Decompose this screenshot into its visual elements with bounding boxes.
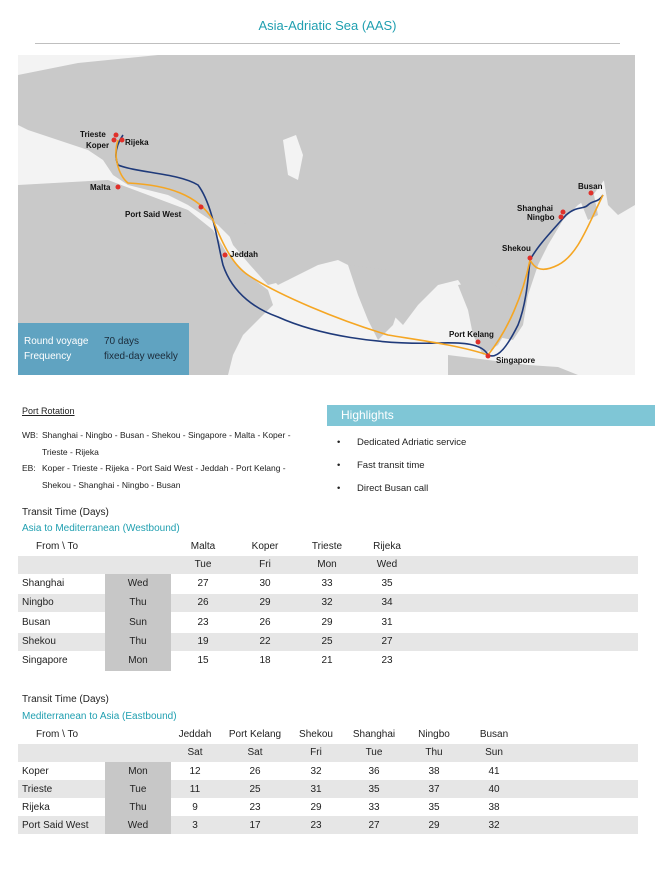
transit-days-cell: 40 [488, 784, 500, 795]
frequency-value: fixed-day weekly [104, 351, 178, 362]
transit-days-cell: 26 [197, 597, 209, 608]
transit-days-cell: 25 [321, 636, 333, 647]
transit-days-cell: 38 [488, 802, 500, 813]
page-title: Asia-Adriatic Sea (AAS) [258, 18, 397, 33]
dest-column-header: Ningbo [418, 729, 450, 740]
transit-days-cell: 27 [381, 636, 393, 647]
transit-days-cell: 41 [488, 766, 500, 777]
round-voyage-label: Round voyage [24, 336, 89, 347]
wb-rotation-text: Shanghai - Ningbo - Busan - Shekou - Singapore - Malta - Koper - [42, 430, 291, 440]
transit-days-cell: 22 [259, 636, 271, 647]
eastbound-corner-header: From \ To [36, 729, 79, 740]
voyage-info-box [18, 323, 189, 375]
dest-column-header: Trieste [311, 541, 343, 552]
eb-rotation-text: Koper - Trieste - Rijeka - Port Said West - Jeddah - Port Kelang - [42, 463, 286, 473]
transit-days-cell: 29 [259, 597, 271, 608]
eb-label: EB: [22, 463, 36, 473]
bullet-icon: • [337, 483, 341, 494]
dest-column-header: Busan [479, 729, 509, 740]
port-marker-shekou [528, 256, 533, 261]
origin-port-name: Ningbo [22, 597, 54, 608]
origin-port-name: Koper [22, 766, 49, 777]
port-label-busan: Busan [578, 182, 603, 191]
dest-arrival-day: Sun [485, 747, 503, 758]
dest-arrival-day: Fri [259, 559, 271, 570]
transit-days-cell: 34 [381, 597, 393, 608]
transit-days-cell: 23 [310, 820, 322, 831]
port-label-port-said-west: Port Said West [125, 210, 182, 219]
transit-days-cell: 12 [189, 766, 201, 777]
transit-days-cell: 17 [249, 820, 261, 831]
transit-days-cell: 18 [259, 655, 271, 666]
port-label-port-kelang: Port Kelang [449, 330, 494, 339]
transit-days-cell: 21 [321, 655, 333, 666]
origin-port-name: Busan [22, 617, 51, 628]
bullet-icon: • [337, 460, 341, 471]
dest-arrival-day: Sat [187, 747, 203, 758]
origin-port-name: Port Said West [22, 820, 89, 831]
port-marker-ningbo [559, 215, 564, 220]
transit-days-cell: 36 [368, 766, 380, 777]
dest-column-header: Malta [190, 541, 216, 552]
transit-days-cell: 37 [428, 784, 440, 795]
transit-days-cell: 32 [310, 766, 322, 777]
transit-days-cell: 11 [189, 784, 201, 795]
dest-arrival-day: Tue [194, 559, 212, 570]
transit-days-cell: 35 [368, 784, 380, 795]
port-label-trieste: Trieste [80, 130, 106, 139]
eb-rotation-line [22, 460, 322, 476]
highlight-text: Dedicated Adriatic service [357, 437, 467, 448]
transit-days-cell: 35 [381, 578, 393, 589]
eastbound-table-subtitle: Mediterranean to Asia (Eastbound) [22, 711, 177, 722]
port-rotation-title: Port Rotation [22, 406, 75, 416]
dest-column-header: Rijeka [373, 541, 401, 552]
transit-days-cell: 35 [428, 802, 440, 813]
dest-arrival-day: Fri [310, 747, 322, 758]
transit-days-cell: 15 [197, 655, 209, 666]
origin-port-name: Singapore [22, 655, 68, 666]
transit-days-cell: 27 [197, 578, 209, 589]
origin-port-name: Shanghai [22, 578, 65, 589]
transit-days-cell: 23 [249, 802, 261, 813]
westbound-corner-header: From \ To [36, 541, 79, 552]
transit-days-cell: 26 [259, 617, 271, 628]
port-label-singapore: Singapore [496, 356, 536, 365]
port-marker-port-kelang [476, 340, 481, 345]
dest-arrival-day: Tue [365, 747, 383, 758]
origin-departure-day: Sun [129, 617, 147, 628]
transit-days-cell: 32 [488, 820, 500, 831]
transit-days-cell: 31 [381, 617, 393, 628]
transit-days-cell: 29 [428, 820, 440, 831]
transit-days-cell: 25 [249, 784, 261, 795]
origin-departure-day: Tue [129, 784, 147, 795]
highlight-item [337, 460, 425, 471]
port-label-rijeka: Rijeka [125, 138, 149, 147]
transit-days-cell: 29 [310, 802, 322, 813]
origin-departure-day: Mon [128, 766, 148, 777]
highlight-text: Direct Busan call [357, 483, 429, 494]
transit-days-cell: 23 [381, 655, 393, 666]
transit-days-cell: 30 [259, 578, 271, 589]
transit-days-cell: 26 [249, 766, 261, 777]
highlight-item [337, 437, 466, 448]
westbound-table-subtitle: Asia to Mediterranean (Westbound) [22, 523, 180, 534]
transit-days-cell: 32 [321, 597, 333, 608]
port-label-jeddah: Jeddah [230, 250, 259, 259]
transit-days-cell: 29 [321, 617, 333, 628]
origin-departure-day: Mon [128, 655, 148, 666]
title-divider [35, 43, 620, 44]
origin-port-name: Trieste [22, 784, 53, 795]
highlight-item [337, 483, 428, 494]
transit-days-cell: 33 [368, 802, 380, 813]
origin-departure-day: Wed [127, 578, 149, 589]
port-label-shanghai: Shanghai [517, 204, 554, 213]
dest-arrival-day: Thu [425, 747, 443, 758]
port-marker-singapore [486, 354, 491, 359]
port-marker-rijeka [120, 138, 125, 143]
round-voyage-value: 70 days [104, 336, 140, 347]
port-marker-koper [112, 138, 117, 143]
bullet-icon: • [337, 437, 341, 448]
transit-days-cell: 27 [368, 820, 380, 831]
dest-arrival-day: Sat [247, 747, 263, 758]
dest-column-header: Shanghai [352, 729, 396, 740]
port-marker-shanghai [561, 210, 566, 215]
port-marker-busan [589, 191, 594, 196]
origin-port-name: Shekou [22, 636, 56, 647]
dest-column-header: Port Kelang [228, 729, 282, 740]
origin-departure-day: Thu [129, 802, 147, 813]
transit-days-cell: 9 [192, 802, 198, 813]
port-marker-malta [116, 185, 121, 190]
dest-column-header: Jeddah [178, 729, 212, 740]
port-marker-trieste [114, 133, 119, 138]
transit-days-cell: 3 [192, 820, 198, 831]
dest-arrival-day: Wed [376, 559, 398, 570]
origin-departure-day: Thu [129, 597, 147, 608]
port-marker-port-said-west [199, 205, 204, 210]
port-label-shekou: Shekou [502, 244, 531, 253]
dest-column-header: Koper [251, 541, 279, 552]
eb-rotation-continued: Shekou - Shanghai - Ningbo - Busan [42, 480, 181, 490]
dest-arrival-day: Mon [317, 559, 337, 570]
dest-column-header: Shekou [299, 729, 333, 740]
origin-departure-day: Thu [129, 636, 147, 647]
round-voyage-row [24, 336, 139, 347]
highlight-text: Fast transit time [357, 460, 425, 471]
port-label-malta: Malta [90, 183, 111, 192]
route-map [18, 55, 635, 375]
origin-port-name: Rijeka [22, 802, 50, 813]
transit-days-cell: 31 [310, 784, 322, 795]
eastbound-table-title: Transit Time (Days) [22, 694, 109, 705]
frequency-row [24, 351, 178, 362]
frequency-label: Frequency [24, 351, 72, 362]
westbound-table-title: Transit Time (Days) [22, 507, 109, 518]
port-marker-jeddah [223, 253, 228, 258]
wb-rotation-line [22, 427, 322, 443]
transit-days-cell: 38 [428, 766, 440, 777]
transit-days-cell: 19 [197, 636, 209, 647]
wb-rotation-continued: Trieste - Rijeka [42, 447, 99, 457]
highlights-header: Highlights [327, 405, 655, 426]
transit-days-cell: 23 [197, 617, 209, 628]
port-label-koper: Koper [86, 141, 110, 150]
transit-days-cell: 33 [321, 578, 333, 589]
origin-departure-day: Wed [127, 820, 149, 831]
port-label-ningbo: Ningbo [527, 213, 555, 222]
wb-label: WB: [22, 430, 39, 440]
